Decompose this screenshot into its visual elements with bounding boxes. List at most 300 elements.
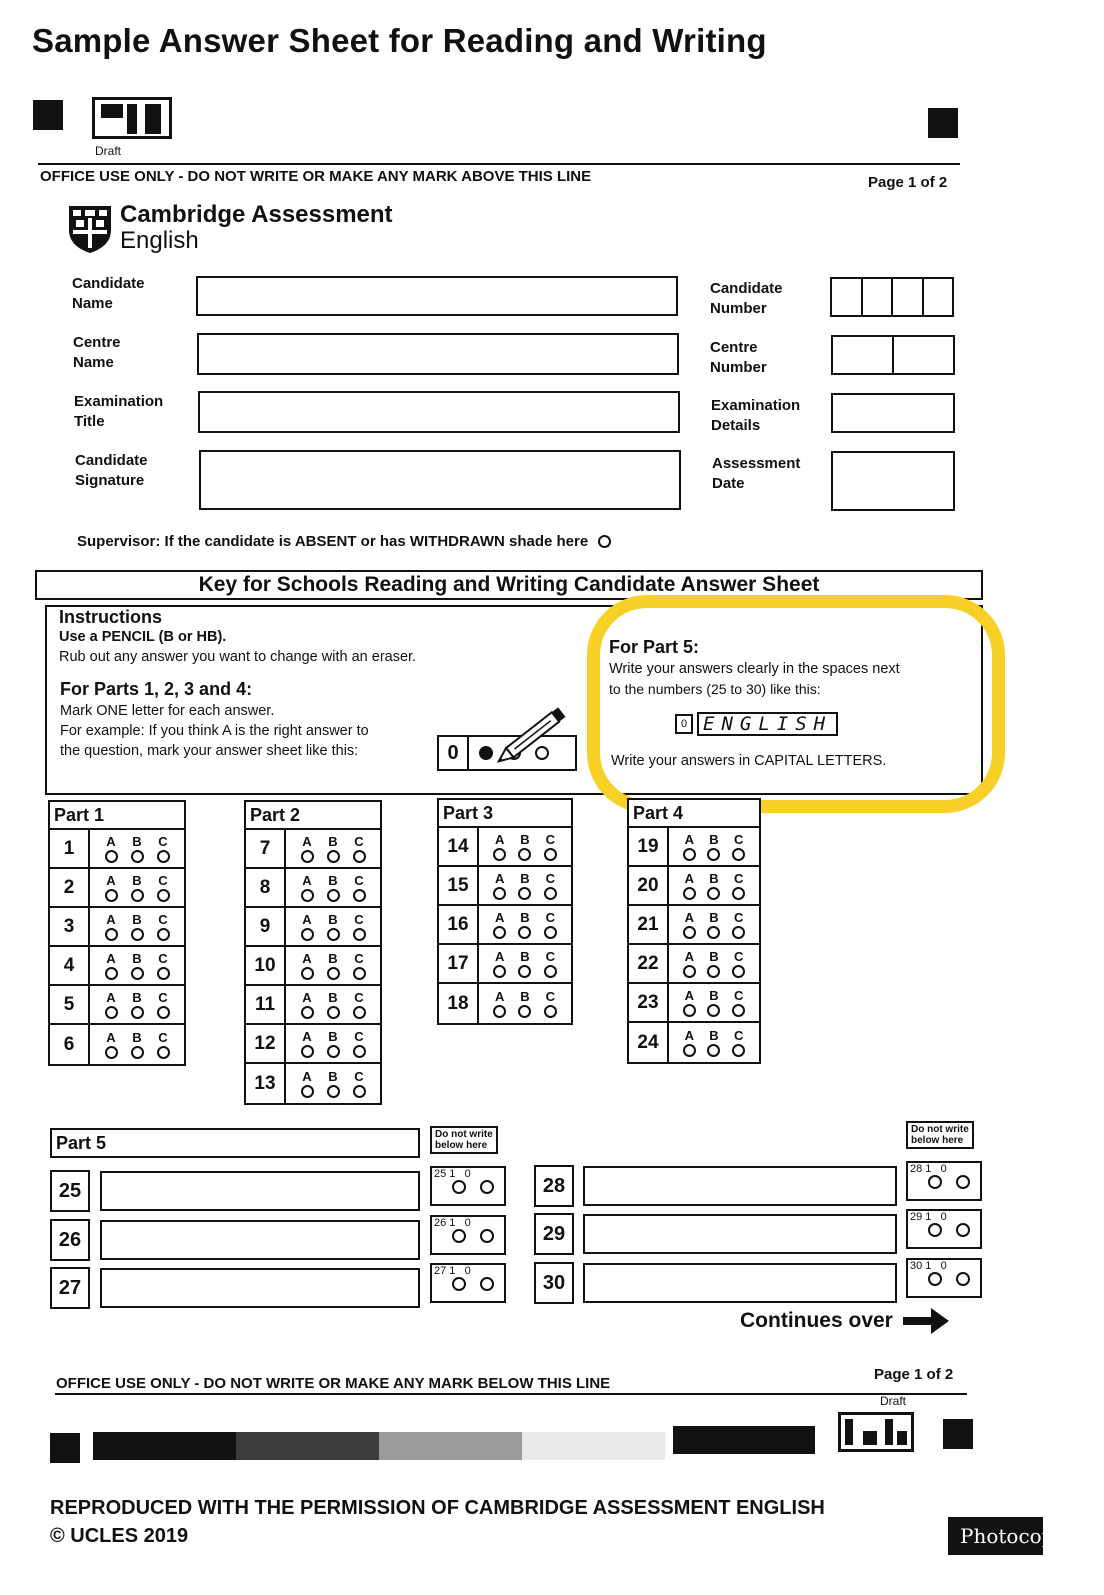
timing-bar xyxy=(93,1432,665,1460)
answer-option[interactable] xyxy=(493,990,506,1018)
examiner-bubble xyxy=(452,1229,466,1243)
question-number: 1 xyxy=(50,830,90,867)
examiner-bubble xyxy=(452,1277,466,1291)
option-letter: C xyxy=(354,989,364,1005)
supervisor-text: Supervisor: If the candidate is ABSENT or has WITHDRAWN shade here xyxy=(77,533,589,550)
answer-option[interactable] xyxy=(707,950,720,978)
answer-option[interactable] xyxy=(683,872,696,900)
bottom-divider xyxy=(55,1393,967,1395)
answer-bubble[interactable] xyxy=(732,887,745,900)
draft-label-bottom: Draft xyxy=(880,1394,907,1408)
part5-title: Part 5 xyxy=(56,1133,107,1153)
part5-answer-field[interactable] xyxy=(583,1214,897,1254)
candidate-number-label: Candidate Number xyxy=(710,280,783,317)
option-letter: C xyxy=(545,988,555,1004)
answer-bubble[interactable] xyxy=(732,965,745,978)
filled-bubble xyxy=(479,746,493,760)
answer-bubble[interactable] xyxy=(157,1046,170,1059)
option-letter: C xyxy=(545,831,555,847)
question-number: 6 xyxy=(50,1025,90,1064)
answer-option[interactable] xyxy=(732,911,745,939)
answer-option[interactable] xyxy=(131,835,144,863)
candidate-name-field[interactable] xyxy=(196,276,678,316)
answer-bubble[interactable] xyxy=(493,965,506,978)
option-letter: C xyxy=(733,909,744,925)
option-letter: B xyxy=(328,911,338,927)
question-row xyxy=(50,947,184,986)
examination-details-label: Examination Details xyxy=(711,397,801,434)
answer-option[interactable] xyxy=(732,872,745,900)
answer-bubble[interactable] xyxy=(131,1006,144,1019)
answer-option[interactable] xyxy=(131,991,144,1019)
answer-option[interactable] xyxy=(518,911,531,939)
question-number: 7 xyxy=(246,830,286,867)
examiner-bubble xyxy=(480,1180,494,1194)
answer-option[interactable] xyxy=(493,872,506,900)
option-letter: C xyxy=(158,989,168,1005)
registration-mark xyxy=(928,108,958,138)
answer-option[interactable] xyxy=(518,990,531,1018)
answer-option[interactable] xyxy=(544,872,557,900)
question-number: 18 xyxy=(439,984,479,1023)
option-letter: C xyxy=(733,948,744,964)
answer-option[interactable] xyxy=(353,913,366,941)
question-number: 5 xyxy=(50,986,90,1023)
question-number: 19 xyxy=(629,828,669,865)
answer-bubble[interactable] xyxy=(544,926,557,939)
answer-bubble[interactable] xyxy=(544,887,557,900)
answer-bubble[interactable] xyxy=(105,889,118,902)
question-row xyxy=(50,830,184,869)
answer-option[interactable] xyxy=(683,911,696,939)
question-row xyxy=(439,984,571,1023)
part5-title-box xyxy=(50,1128,420,1158)
question-row xyxy=(246,908,380,947)
answer-bubble[interactable] xyxy=(493,887,506,900)
answer-option[interactable] xyxy=(683,950,696,978)
examiner-mark-code: 27 1 0 xyxy=(434,1265,471,1277)
answer-bubble[interactable] xyxy=(105,928,118,941)
part5-example-word: ENGLISH xyxy=(697,712,838,736)
answer-option[interactable] xyxy=(131,913,144,941)
answer-option[interactable] xyxy=(353,1070,366,1098)
question-number: 10 xyxy=(246,947,286,984)
answer-bubble[interactable] xyxy=(544,848,557,861)
question-number: 3 xyxy=(50,908,90,945)
answer-bubble[interactable] xyxy=(301,1045,314,1058)
part-title: Part 4 xyxy=(629,800,759,828)
answer-bubble[interactable] xyxy=(544,1005,557,1018)
question-row xyxy=(629,984,759,1023)
option-letter: A xyxy=(684,870,695,886)
answer-bubble[interactable] xyxy=(301,1085,314,1098)
answer-bubble[interactable] xyxy=(327,1006,340,1019)
answer-option[interactable] xyxy=(157,1031,170,1059)
answer-option[interactable] xyxy=(301,874,314,902)
office-notice-bottom: OFFICE USE ONLY - DO NOT WRITE OR MAKE ANY MARK BELOW THIS LINE xyxy=(56,1375,611,1392)
answer-bubble[interactable] xyxy=(707,965,720,978)
option-letter: B xyxy=(520,870,530,886)
answer-option[interactable] xyxy=(105,835,118,863)
answer-option[interactable] xyxy=(518,950,531,978)
answer-option[interactable] xyxy=(493,950,506,978)
answer-option[interactable] xyxy=(157,835,170,863)
answer-bubble[interactable] xyxy=(732,1004,745,1017)
part-title: Part 2 xyxy=(246,802,380,830)
option-letter: B xyxy=(709,831,719,847)
answer-bubble[interactable] xyxy=(518,887,531,900)
draft-label: Draft xyxy=(95,144,122,158)
part5-question-number: 26 xyxy=(50,1219,90,1261)
answer-bubble[interactable] xyxy=(327,928,340,941)
answer-bubble[interactable] xyxy=(105,1046,118,1059)
option-letter: A xyxy=(302,1028,312,1044)
question-row xyxy=(439,867,571,906)
answer-option[interactable] xyxy=(353,991,366,1019)
option-letter: B xyxy=(709,909,719,925)
option-letter: A xyxy=(684,831,695,847)
answer-bubble[interactable] xyxy=(301,967,314,980)
answer-bubble[interactable] xyxy=(327,1045,340,1058)
part5-answer-field[interactable] xyxy=(100,1171,420,1211)
answer-bubble[interactable] xyxy=(732,926,745,939)
answer-bubble[interactable] xyxy=(353,1085,366,1098)
page-title: Sample Answer Sheet for Reading and Writing xyxy=(32,22,767,59)
answer-bubble[interactable] xyxy=(518,926,531,939)
option-letter: B xyxy=(132,911,142,927)
answer-bubble[interactable] xyxy=(732,1044,745,1057)
answer-bubble[interactable] xyxy=(301,850,314,863)
draft-barcode-bottom xyxy=(838,1412,914,1452)
part5-question-number: 29 xyxy=(534,1213,574,1255)
answer-option[interactable] xyxy=(327,1030,340,1058)
answer-bubble[interactable] xyxy=(301,889,314,902)
absent-bubble[interactable] xyxy=(598,535,611,548)
answer-option[interactable] xyxy=(544,950,557,978)
answer-bubble[interactable] xyxy=(353,967,366,980)
instruction-eraser: Rub out any answer you want to change with an eraser. xyxy=(59,649,417,665)
answer-bubble[interactable] xyxy=(707,1004,720,1017)
answer-option[interactable] xyxy=(327,835,340,863)
examiner-mark-box xyxy=(430,1263,506,1303)
answer-option[interactable] xyxy=(683,833,696,861)
answer-option[interactable] xyxy=(131,874,144,902)
arrow-right-icon xyxy=(903,1308,949,1334)
part5-question-number: 30 xyxy=(534,1262,574,1304)
do-not-write-label-left: Do not write below here xyxy=(430,1126,498,1154)
answer-option[interactable] xyxy=(707,872,720,900)
logo-line-1: Cambridge Assessment xyxy=(120,201,393,228)
copyright: © UCLES 2019 xyxy=(50,1525,189,1547)
part5-answer-field[interactable] xyxy=(583,1263,897,1303)
option-letter: A xyxy=(302,833,312,849)
question-number: 8 xyxy=(246,869,286,906)
answer-bubble[interactable] xyxy=(683,926,696,939)
answer-bubble[interactable] xyxy=(707,887,720,900)
examiner-mark-box xyxy=(906,1161,982,1201)
part5-answer-field[interactable] xyxy=(100,1220,420,1260)
answer-bubble[interactable] xyxy=(301,1006,314,1019)
question-number: 15 xyxy=(439,867,479,904)
question-row xyxy=(439,945,571,984)
examiner-mark-code: 28 1 0 xyxy=(910,1163,947,1175)
answer-bubble[interactable] xyxy=(157,889,170,902)
answer-bubble[interactable] xyxy=(327,967,340,980)
examiner-bubble xyxy=(928,1223,942,1237)
option-letter: C xyxy=(158,1029,168,1045)
examiner-bubble xyxy=(956,1223,970,1237)
option-letter: B xyxy=(520,988,530,1004)
answer-bubble[interactable] xyxy=(105,850,118,863)
candidate-number-field[interactable] xyxy=(830,277,954,317)
answer-option[interactable] xyxy=(707,911,720,939)
question-row xyxy=(629,945,759,984)
answer-bubble[interactable] xyxy=(683,965,696,978)
option-letter: C xyxy=(158,833,168,849)
examiner-mark-code: 30 1 0 xyxy=(910,1260,947,1272)
answer-bubble[interactable] xyxy=(327,889,340,902)
answer-bubble[interactable] xyxy=(493,926,506,939)
answer-bubble[interactable] xyxy=(683,887,696,900)
option-letter: C xyxy=(354,872,364,888)
part-title: Part 3 xyxy=(439,800,571,828)
option-letter: B xyxy=(132,872,142,888)
option-letter: C xyxy=(545,870,555,886)
answer-option[interactable] xyxy=(131,1031,144,1059)
answer-option[interactable] xyxy=(544,911,557,939)
answer-option[interactable] xyxy=(301,913,314,941)
option-letter: C xyxy=(354,833,364,849)
photocopiable-stamp: Photocopiable xyxy=(948,1517,1043,1555)
logo-text xyxy=(120,202,393,254)
answer-bubble[interactable] xyxy=(707,926,720,939)
answer-bubble[interactable] xyxy=(353,889,366,902)
answer-option[interactable] xyxy=(157,913,170,941)
question-row xyxy=(246,1064,380,1103)
option-letter: A xyxy=(494,870,505,886)
answer-bubble[interactable] xyxy=(518,1005,531,1018)
answer-bubble[interactable] xyxy=(518,848,531,861)
answer-option[interactable] xyxy=(353,952,366,980)
option-letter: A xyxy=(684,948,695,964)
part5-instruction-3: Write your answers in CAPITAL LETTERS. xyxy=(611,753,887,769)
question-number: 11 xyxy=(246,986,286,1023)
answer-bubble[interactable] xyxy=(493,848,506,861)
answer-option[interactable] xyxy=(105,952,118,980)
instruction-mark-one: Mark ONE letter for each answer. xyxy=(60,703,275,719)
candidate-signature-field[interactable] xyxy=(199,450,681,510)
part5-instruction-2: to the numbers (25 to 30) like this: xyxy=(609,681,821,697)
answer-option[interactable] xyxy=(732,1029,745,1057)
answer-option[interactable] xyxy=(732,989,745,1017)
answer-option[interactable] xyxy=(327,913,340,941)
option-letter: A xyxy=(302,911,312,927)
answer-bubble[interactable] xyxy=(353,928,366,941)
answer-bubble[interactable] xyxy=(157,967,170,980)
examiner-mark-code: 26 1 0 xyxy=(434,1217,471,1229)
option-letter: C xyxy=(733,987,744,1003)
answer-option[interactable] xyxy=(353,835,366,863)
option-letter: B xyxy=(132,950,142,966)
logo-line-2: English xyxy=(120,227,199,254)
answer-option[interactable] xyxy=(493,833,506,861)
option-letter: A xyxy=(684,1027,695,1043)
question-row xyxy=(50,869,184,908)
answer-bubble[interactable] xyxy=(157,850,170,863)
answer-bubble[interactable] xyxy=(327,1085,340,1098)
option-letter: A xyxy=(106,911,116,927)
answer-option[interactable] xyxy=(301,991,314,1019)
question-number: 14 xyxy=(439,828,479,865)
option-letter: C xyxy=(354,911,364,927)
part-2-grid xyxy=(244,800,382,1105)
answer-bubble[interactable] xyxy=(131,889,144,902)
answer-bubble[interactable] xyxy=(327,850,340,863)
answer-bubble[interactable] xyxy=(353,850,366,863)
answer-option[interactable] xyxy=(544,990,557,1018)
parts-1-4-heading: For Parts 1, 2, 3 and 4: xyxy=(60,679,253,699)
answer-sheet-title: Key for Schools Reading and Writing Candidate Answer Sheet xyxy=(35,570,983,600)
answer-option[interactable] xyxy=(518,833,531,861)
option-letter: C xyxy=(733,1027,744,1043)
answer-option[interactable] xyxy=(327,991,340,1019)
answer-option[interactable] xyxy=(157,952,170,980)
answer-option[interactable] xyxy=(683,989,696,1017)
answer-option[interactable] xyxy=(732,950,745,978)
answer-bubble[interactable] xyxy=(131,928,144,941)
answer-bubble[interactable] xyxy=(493,1005,506,1018)
option-letter: B xyxy=(520,909,530,925)
answer-bubble[interactable] xyxy=(131,967,144,980)
question-number: 12 xyxy=(246,1025,286,1062)
answer-option[interactable] xyxy=(301,1030,314,1058)
answer-option[interactable] xyxy=(105,991,118,1019)
examination-title-field[interactable] xyxy=(198,391,680,433)
answer-option[interactable] xyxy=(544,833,557,861)
question-number: 2 xyxy=(50,869,90,906)
answer-bubble[interactable] xyxy=(683,1004,696,1017)
examiner-bubble xyxy=(480,1229,494,1243)
option-letter: B xyxy=(709,1027,719,1043)
answer-option[interactable] xyxy=(301,1070,314,1098)
answer-option[interactable] xyxy=(707,833,720,861)
page-number-bottom: Page 1 of 2 xyxy=(874,1366,954,1383)
answer-bubble[interactable] xyxy=(544,965,557,978)
answer-option[interactable] xyxy=(707,989,720,1017)
answer-bubble[interactable] xyxy=(301,928,314,941)
timing-block xyxy=(673,1426,815,1454)
assessment-date-label: Assessment Date xyxy=(712,455,801,492)
registration-mark xyxy=(943,1419,973,1449)
examiner-bubble xyxy=(452,1180,466,1194)
answer-option[interactable] xyxy=(105,1031,118,1059)
candidate-signature-label: Candidate Signature xyxy=(75,452,148,489)
examination-details-field[interactable] xyxy=(831,393,955,433)
centre-number-label: Centre Number xyxy=(710,339,767,376)
part5-instruction-1: Write your answers clearly in the spaces next xyxy=(609,661,900,677)
answer-option[interactable] xyxy=(327,952,340,980)
answer-option[interactable] xyxy=(131,952,144,980)
part-3-grid xyxy=(437,798,573,1025)
assessment-date-field[interactable] xyxy=(831,451,955,511)
supervisor-line xyxy=(77,533,611,550)
examiner-mark-box xyxy=(906,1209,982,1249)
examiner-mark-code: 29 1 0 xyxy=(910,1211,947,1223)
option-letter: A xyxy=(106,872,116,888)
answer-bubble[interactable] xyxy=(105,967,118,980)
examiner-bubble xyxy=(956,1272,970,1286)
answer-bubble[interactable] xyxy=(157,928,170,941)
pencil-icon xyxy=(495,703,575,768)
option-letter: A xyxy=(302,1068,312,1084)
answer-option[interactable] xyxy=(157,874,170,902)
option-letter: B xyxy=(132,1029,142,1045)
centre-number-field[interactable] xyxy=(831,335,955,375)
answer-option[interactable] xyxy=(301,835,314,863)
centre-name-field[interactable] xyxy=(197,333,679,375)
answer-bubble[interactable] xyxy=(131,850,144,863)
option-letter: C xyxy=(733,831,744,847)
page-number-top: Page 1 of 2 xyxy=(868,174,948,191)
continues-over xyxy=(740,1308,949,1334)
answer-bubble[interactable] xyxy=(683,1044,696,1057)
top-divider xyxy=(38,163,960,165)
answer-option[interactable] xyxy=(301,952,314,980)
part5-answer-field[interactable] xyxy=(583,1166,897,1206)
answer-bubble[interactable] xyxy=(518,965,531,978)
instruction-example-2: the question, mark your answer sheet like this: xyxy=(60,743,359,759)
answer-option[interactable] xyxy=(327,874,340,902)
question-row xyxy=(246,869,380,908)
instructions-heading: Instructions xyxy=(59,607,163,627)
answer-bubble[interactable] xyxy=(105,1006,118,1019)
answer-option[interactable] xyxy=(707,1029,720,1057)
answer-option[interactable] xyxy=(353,874,366,902)
examination-title-label: Examination Title xyxy=(74,393,164,430)
answer-option[interactable] xyxy=(732,833,745,861)
answer-bubble[interactable] xyxy=(732,848,745,861)
answer-option[interactable] xyxy=(683,1029,696,1057)
answer-option[interactable] xyxy=(353,1030,366,1058)
question-number: 9 xyxy=(246,908,286,945)
answer-option[interactable] xyxy=(327,1070,340,1098)
answer-bubble[interactable] xyxy=(353,1045,366,1058)
answer-bubble[interactable] xyxy=(157,1006,170,1019)
answer-bubble[interactable] xyxy=(707,1044,720,1057)
answer-bubble[interactable] xyxy=(353,1006,366,1019)
answer-option[interactable] xyxy=(105,874,118,902)
question-row xyxy=(246,1025,380,1064)
answer-option[interactable] xyxy=(518,872,531,900)
answer-bubble[interactable] xyxy=(131,1046,144,1059)
registration-mark xyxy=(33,100,63,130)
part5-question-number: 25 xyxy=(50,1170,90,1212)
continues-text: Continues over xyxy=(740,1309,893,1332)
answer-bubble[interactable] xyxy=(683,848,696,861)
question-number: 22 xyxy=(629,945,669,982)
do-not-write-label-right: Do not write below here xyxy=(906,1121,974,1149)
option-letter: A xyxy=(684,909,695,925)
option-letter: A xyxy=(106,989,116,1005)
answer-bubble[interactable] xyxy=(707,848,720,861)
answer-option[interactable] xyxy=(105,913,118,941)
question-row xyxy=(629,867,759,906)
option-letter: C xyxy=(354,1028,364,1044)
answer-option[interactable] xyxy=(157,991,170,1019)
part5-answer-field[interactable] xyxy=(100,1268,420,1308)
part-title: Part 1 xyxy=(50,802,184,830)
answer-option[interactable] xyxy=(493,911,506,939)
